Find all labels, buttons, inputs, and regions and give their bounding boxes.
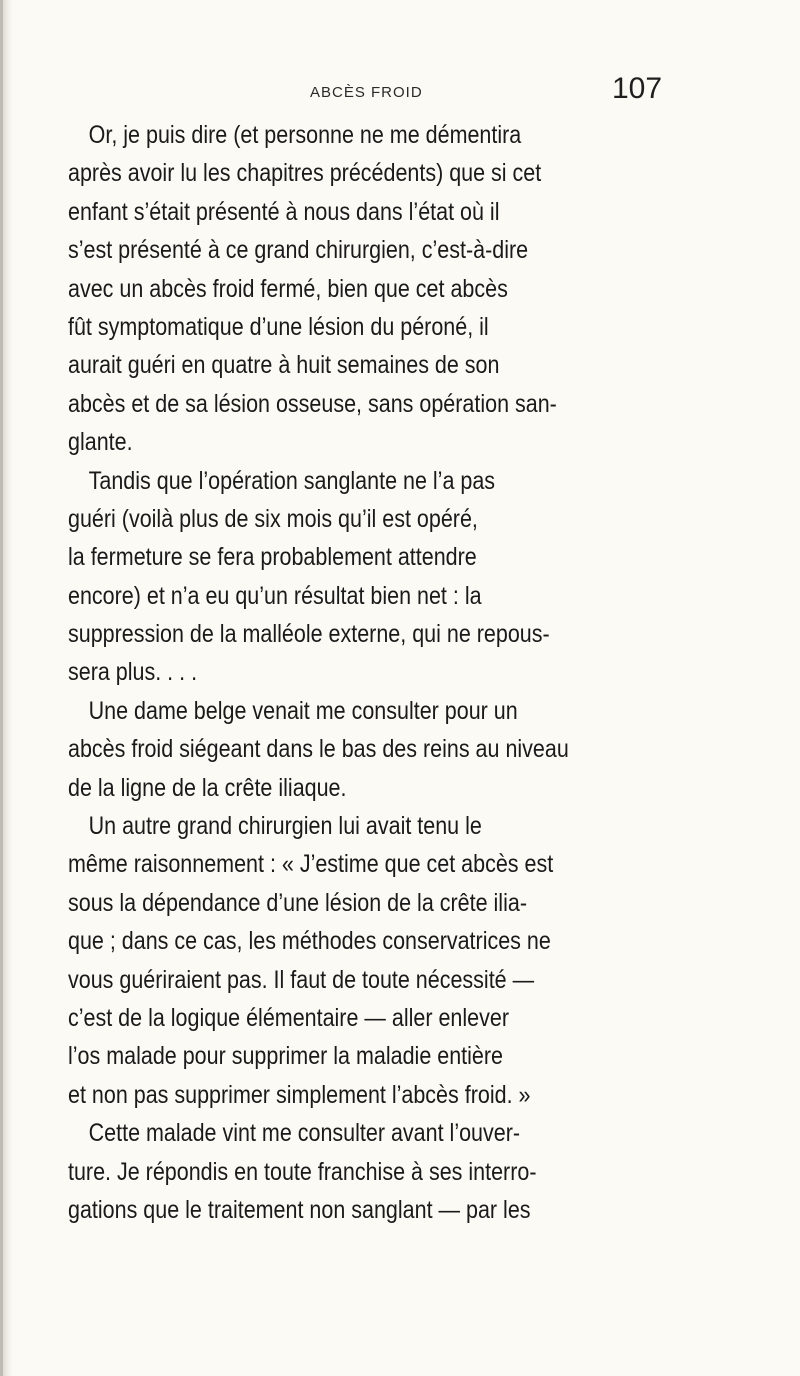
text-line: sous la dépendance d’une lésion de la crête ilia-	[68, 888, 527, 917]
text-line: que ; dans ce cas, les méthodes conservatrices ne	[68, 927, 551, 956]
running-title: ABCÈS FROID	[310, 84, 423, 101]
text-line: Une dame belge venait me consulter pour un	[88, 696, 518, 725]
text-line: de la ligne de la crête iliaque.	[68, 773, 347, 802]
text-line: vous guériraient pas. Il faut de toute nécessité —	[68, 965, 535, 994]
text-line: Cette malade vint me consulter avant l’ouver-	[88, 1119, 521, 1148]
text-line: l’os malade pour supprimer la maladie entière	[68, 1042, 503, 1071]
body-text	[68, 116, 678, 1229]
text-line: la fermeture se fera probablement attendre	[68, 543, 477, 572]
text-line: sera plus. . . .	[68, 658, 198, 687]
text-line: gations que le traitement non sanglant — par les	[68, 1195, 531, 1224]
text-line: abcès froid siégeant dans le bas des reins au niveau	[68, 735, 569, 764]
text-line: enfant s’était présenté à nous dans l’état où il	[68, 197, 500, 226]
text-line: encore) et n’a eu qu’un résultat bien net : la	[68, 581, 482, 610]
text-line: glante.	[68, 428, 133, 457]
text-line: aurait guéri en quatre à huit semaines de son	[68, 351, 500, 380]
text-line: Tandis que l’opération sanglante ne l’a pas	[88, 466, 496, 495]
running-head	[0, 72, 800, 112]
text-line: c’est de la logique élémentaire — aller enlever	[68, 1003, 509, 1032]
text-line: avec un abcès froid fermé, bien que cet abcès	[68, 274, 508, 303]
page-edge	[0, 0, 3, 1376]
text-line: Un autre grand chirurgien lui avait tenu le	[88, 812, 482, 841]
text-line: ture. Je répondis en toute franchise à ses interro-	[68, 1157, 537, 1186]
text-line: Or, je puis dire (et personne ne me démentira	[88, 121, 522, 149]
text-line: après avoir lu les chapitres précédents) que si cet	[68, 159, 542, 188]
text-line: même raisonnement : « J’estime que cet abcès est	[68, 850, 554, 879]
text-line: s’est présenté à ce grand chirurgien, c’est-à-dire	[68, 236, 529, 265]
text-line: abcès et de sa lésion osseuse, sans opération san-	[68, 389, 557, 418]
text-line: et non pas supprimer simplement l’abcès froid. »	[68, 1080, 531, 1109]
text-line: guéri (voilà plus de six mois qu’il est opéré,	[68, 504, 478, 533]
text-line: suppression de la malléole externe, qui ne repous-	[68, 620, 550, 649]
page-number: 107	[612, 72, 663, 105]
text-line: fût symptomatique d’une lésion du péroné, il	[68, 312, 489, 341]
